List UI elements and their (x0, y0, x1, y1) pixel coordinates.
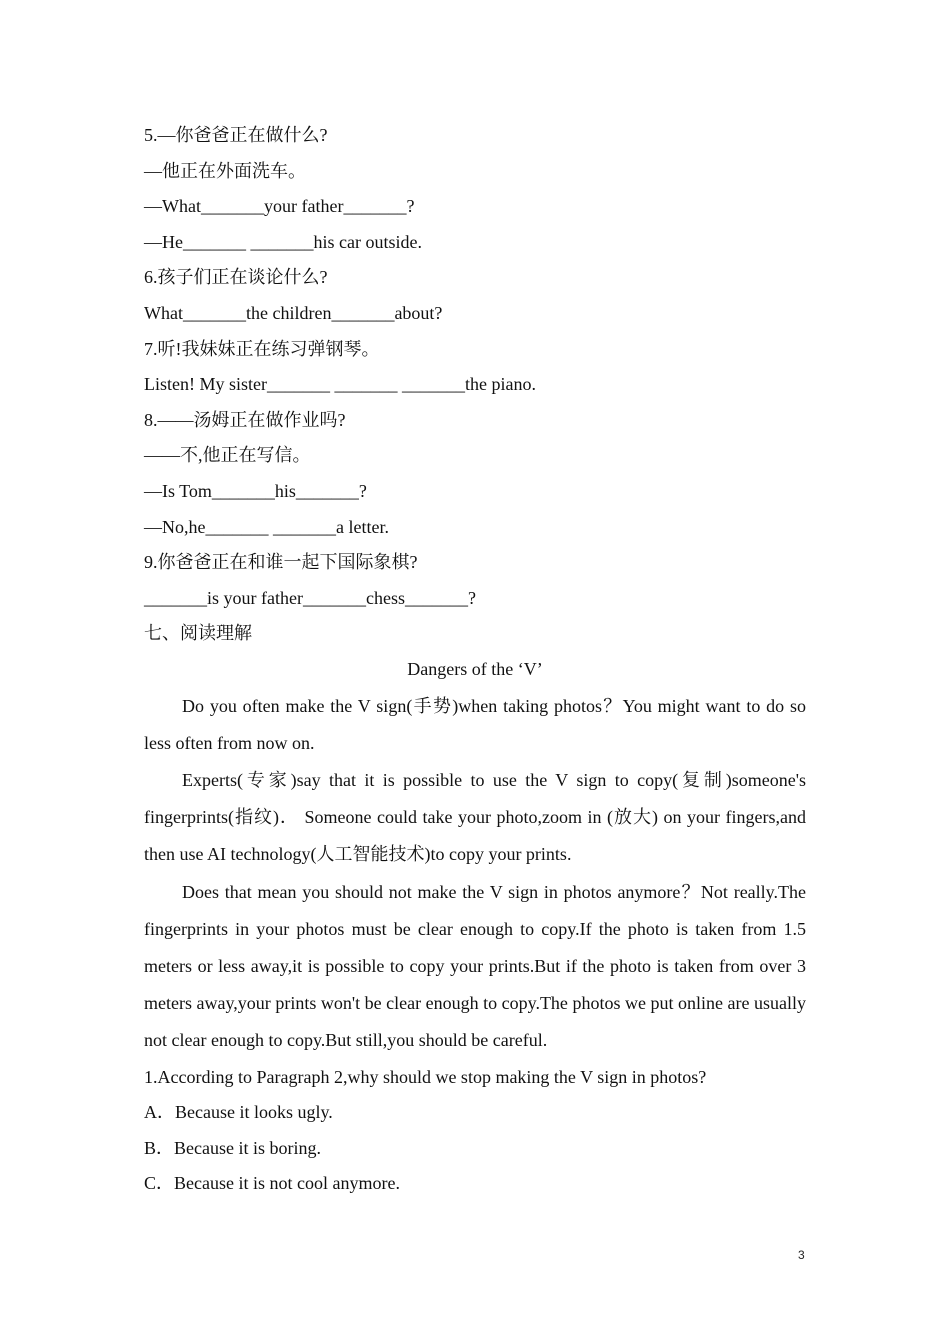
exercise-9-english: _______is your father_______chess_______? (144, 587, 476, 608)
page-number: 3 (798, 1248, 805, 1262)
exercise-6-chinese: 6.孩子们正在谈论什么? (144, 267, 328, 288)
section-heading: 七、阅读理解 (144, 623, 252, 644)
option-b: B．Because it is boring. (144, 1137, 321, 1158)
option-a: A．Because it looks ugly. (144, 1102, 333, 1123)
exercise-8-english-question: —Is Tom_______his_______? (144, 480, 367, 501)
document-page (144, 118, 806, 1202)
exercise-5-chinese-answer: —他正在外面洗车。 (144, 160, 306, 181)
exercise-5-english-answer: —He_______ _______his car outside. (144, 231, 422, 252)
reading-paragraph-1: Do you often make the V sign(手势)when taking photos？You might want to do so less often from now on. (144, 695, 806, 753)
exercise-6-english: What_______the children_______about? (144, 302, 443, 323)
reading-title: Dangers of the ‘V’ (407, 658, 543, 679)
exercise-5-english-question: —What_______your father_______? (144, 196, 415, 217)
exercise-5-chinese-question: 5.—你爸爸正在做什么? (144, 125, 328, 145)
exercise-8-chinese-answer: ——不,他正在写信。 (144, 445, 311, 466)
reading-paragraph-3: Does that mean you should not make the V sign in photos anymore？Not really.The fingerprints in your photos must be clear enough to copy.If the photo is taken from 1.5 meters or less away,it is possible to copy your prints.But if the photo is taken from over 3 meters away,your prints won't be clear enough to copy.The photos we put online are usually not clear enough to copy.But still,you should be careful. (144, 881, 806, 1051)
exercise-9-chinese: 9.你爸爸正在和谁一起下国际象棋? (144, 552, 418, 573)
exercise-8-english-answer: —No,he_______ _______a letter. (144, 516, 389, 537)
exercise-7-english: Listen! My sister_______ _______ _______the piano. (144, 374, 536, 395)
exercise-8-chinese-question: 8.——汤姆正在做作业吗? (144, 409, 346, 430)
question-stem: 1.According to Paragraph 2,why should we stop making the V sign in photos? (144, 1066, 707, 1087)
reading-paragraph-2: Experts(专家)say that it is possible to use the V sign to copy(复制)someone's fingerprints(指纹)． Someone could take your photo,zoom in (放大) on your fingers,and then use AI technology(人工智能技术)to copy your prints. (144, 769, 806, 865)
option-c: C．Because it is not cool anymore. (144, 1173, 400, 1194)
exercise-7-chinese: 7.听!我妹妹正在练习弹钢琴。 (144, 338, 380, 359)
